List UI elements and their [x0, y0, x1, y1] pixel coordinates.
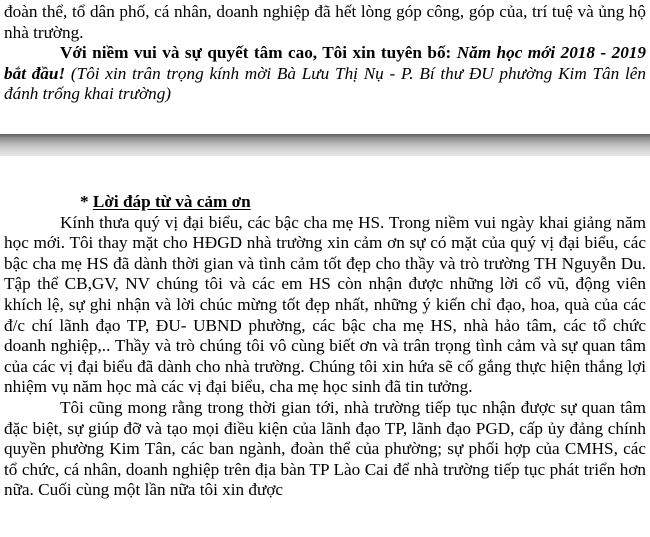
declaration-text: Với niềm vui và sự quyết tâm cao, Tôi xin tuyên bố: [60, 43, 457, 63]
page-break-shadow [0, 134, 650, 156]
invitation-note: (Tôi xin trân trọng kính mời Bà Lưu Thị Nụ - P. Bí thư ĐU phường Kim Tân lên đánh trống khai trường) [4, 63, 646, 104]
page-lower-text [4, 192, 646, 501]
hopes-paragraph: Tôi cũng mong rằng trong thời gian tới, nhà trường tiếp tục nhận được sự quan tâm đặc biệt, sự giúp đỡ và tạo mọi điều kiện của lãnh đạo TP, lãnh đạo PGD, cấp ủy đảng chính quyền phường Kim Tân, các ban ngành, đoàn thể của phường; sự phối hợp của CMHS, các tổ chức, cá nhân, doanh nghiệp trên địa bàn TP Lào Cai để nhà trường tiếp tục phát triển hơn nữa. Cuối cùng một lần nữa tôi xin được [4, 397, 646, 500]
heading-text: Lời đáp từ và cảm ơn [92, 192, 251, 211]
page-upper-text [4, 2, 646, 105]
heading-bullet: * [80, 192, 93, 211]
thanks-paragraph: Kính thưa quý vị đại biểu, các bậc cha mẹ HS. Trong niềm vui ngày khai giảng năm học mới. Tôi thay mặt cho HĐGD nhà trường xin cảm ơn sự có mặt của quý vị đại biểu, các bậc cha mẹ HS đã dành thời gian và tình cảm tốt đẹp cho thầy và trò trường TH Nguyễn Du. Tập thể CB,GV, NV chúng tôi và các em HS còn nhận được những lời cổ vũ, động viên khích lệ, sự ghi nhận và lời chúc mừng tốt đẹp nhất, những ý kiến chỉ đạo, hoa, quà của các đ/c chí lãnh đạo TP, ĐU- UBND phường, các bậc cha mẹ HS, nhà hảo tâm, các tổ chức doanh nghiệp,.. Thầy và trò chúng tôi vô cùng biết ơn và trân trọng tình cảm và sự quan tâm của các vị đại biểu đã dành cho nhà trường. Chúng tôi xin hứa sẽ cố gắng thực hiện thắng lợi nhiệm vụ năm học mà các vị đại biểu, cha mẹ học sinh đã tin tưởng. [4, 212, 646, 397]
school-year-announcement: Năm học mới 2018 - 2019 bắt đầu! [4, 43, 646, 83]
intro-paragraph: đoàn thể, tổ dân phố, cá nhân, doanh nghiệp đã hết lòng góp công, góp của, trí tuệ và ủng hộ nhà trường. [4, 2, 646, 42]
section-heading [4, 192, 646, 213]
declaration-paragraph [4, 43, 646, 105]
